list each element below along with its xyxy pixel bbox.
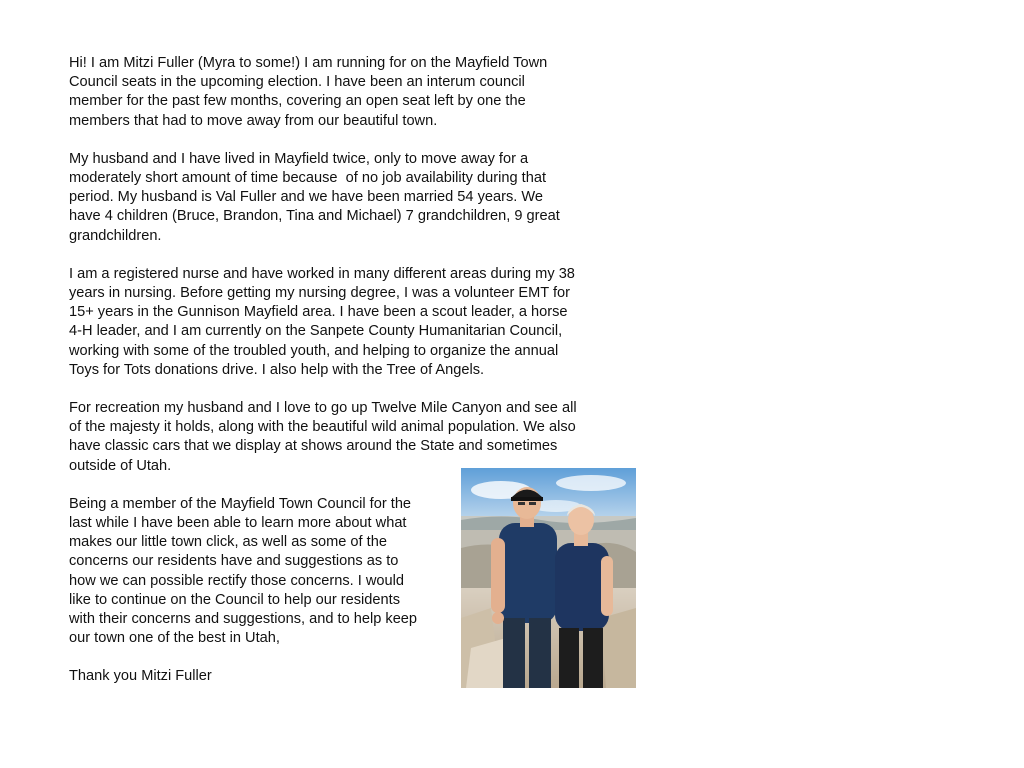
paragraph-career <box>69 265 639 380</box>
paragraph-line: My husband and I have lived in Mayfield twice, only to move away for a <box>69 150 529 167</box>
paragraph-line: Hi! I am Mitzi Fuller (Myra to some!) I am running for on the Mayfield Town <box>69 55 548 71</box>
paragraph-line: of the majesty it holds, along with the beautiful wild animal population. We also <box>69 419 576 436</box>
paragraph-line: member for the past few months, covering an open seat left by one the <box>69 93 526 110</box>
paragraph-family <box>69 150 639 246</box>
paragraph-intro <box>69 54 639 131</box>
paragraph-line: I am a registered nurse and have worked in many different areas during my 38 <box>69 265 575 282</box>
couple-photo <box>461 468 636 688</box>
paragraph-line: working with some of the troubled youth, and helping to organize the annual <box>69 342 559 359</box>
paragraph-line: For recreation my husband and I love to go up Twelve Mile Canyon and see all <box>69 400 577 417</box>
paragraph-line: 15+ years in the Gunnison Mayfield area. I have been a scout leader, a horse <box>69 304 568 321</box>
paragraph-line: like to continue on the Council to help our residents <box>69 591 400 608</box>
paragraph-line: have classic cars that we display at shows around the State and sometimes <box>69 438 558 455</box>
paragraph-line: outside of Utah. <box>69 457 172 474</box>
paragraph-line: our town one of the best in Utah, <box>69 630 280 647</box>
paragraph-line: last while I have been able to learn more about what <box>69 515 407 532</box>
paragraph-line: period. My husband is Val Fuller and we have been married 54 years. We <box>69 189 544 206</box>
paragraph-line: 4-H leader, and I am currently on the Sanpete County Humanitarian Council, <box>69 323 563 340</box>
paragraph-line: Council seats in the upcoming election. I have been an interum council <box>69 74 525 91</box>
paragraph-line: grandchildren. <box>69 227 162 244</box>
paragraph-line: moderately short amount of time because of no job availability during that <box>69 170 546 187</box>
paragraph-line: how we can possible rectify those concerns. I would <box>69 572 405 589</box>
paragraph-line: Toys for Tots donations drive. I also help with the Tree of Angels. <box>69 361 485 378</box>
paragraph-line: makes our little town click, as well as some of the <box>69 534 387 551</box>
paragraph-line: concerns our residents have and suggestions as to <box>69 553 399 570</box>
signature-line: Thank you Mitzi Fuller <box>69 668 212 685</box>
paragraph-line: with their concerns and suggestions, and to help keep <box>69 611 418 628</box>
paragraph-line: years in nursing. Before getting my nursing degree, I was a volunteer EMT for <box>69 285 571 302</box>
paragraph-line: members that had to move away from our beautiful town. <box>69 112 438 129</box>
paragraph-line: have 4 children (Bruce, Brandon, Tina and Michael) 7 grandchildren, 9 great <box>69 208 560 225</box>
paragraph-recreation <box>69 399 639 476</box>
paragraph-line: Being a member of the Mayfield Town Council for the <box>69 495 412 512</box>
